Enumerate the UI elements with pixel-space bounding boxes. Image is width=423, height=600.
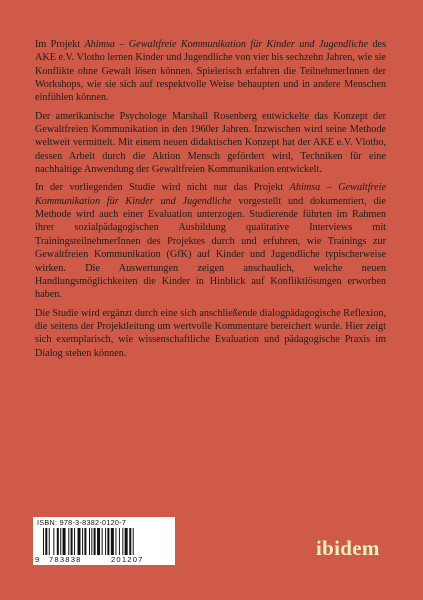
barcode-bar	[68, 528, 69, 555]
barcode-bar	[60, 528, 61, 555]
barcode-bar	[115, 528, 116, 555]
paragraph-project: Im Projekt Ahimsa – Gewaltfreie Kommunikation für Kinder und Jugendliche des AKE e.V. Vlotho lernen Kinder und Jugendliche von vier bis sechzehn Jahren, wie sie Konflikte ohne Gewalt lösen können. Spielerisch erfahren die TeilnehmerInnen der Workshops, wie sie sich auf respektvolle Weise behaupten und in andere Menschen einfühlen können.	[35, 39, 387, 104]
barcode-bar	[82, 528, 83, 555]
barcode-bar	[89, 528, 90, 555]
barcode-bar	[125, 528, 128, 555]
barcode-digit-first: 9	[35, 555, 41, 564]
barcode-bar	[119, 528, 120, 555]
barcode-bars	[41, 528, 169, 555]
barcode-bar	[97, 528, 100, 555]
barcode-bar	[45, 528, 47, 555]
paragraph-study: In der vorliegenden Studie wird nicht nur das Projekt Ahimsa – Gewaltfreie Kommunikation für Kinder und Jugendliche vorgestellt und dokumentiert, die Methode wird auch einer Evaluation unterzogen. Studierende führten im Rahmen ihrer sozialpädagogischen Ausbildung qualitative Interviews mit TrainingsteilnehmerInnen des Projektes durch und erfuhren, wie Trainings zur Gewaltfreien Kommunikation (GfK) auf Kinder und Jugendliche typischerweise wirken. Die Auswertungen zeigen anschaulich, welche neuen Handlungsmöglichkeiten die Kinder in Hinblick auf Konfliktlösungen erworben haben.	[35, 182, 387, 301]
barcode-bar	[78, 528, 81, 555]
barcode-bar	[57, 528, 59, 555]
barcode-bar	[49, 528, 50, 555]
barcode-bar	[74, 528, 75, 555]
barcode-bar	[53, 528, 54, 555]
paragraph-rosenberg: Der amerikanische Psychologe Marshall Rosenberg entwickelte das Konzept der Gewaltfreien Kommunikation in den 1960er Jahren. Inzwischen wird seine Methode weltweit vermittelt. Mit einem neuen didaktischen Konzept hat der AKE e.V. Vlotho, dessen Arbeit durch die Aktion Mensch gefördert wird, Techniken für eine nachhaltige Anwendung der Gewaltfreien Kommunikation entwickelt.	[35, 110, 386, 176]
publisher-logo: ibidem	[316, 536, 380, 560]
barcode-bar	[102, 528, 103, 555]
barcode-bar	[129, 528, 131, 555]
barcode-bar	[71, 528, 73, 555]
barcode-bar	[133, 528, 134, 555]
paragraph-reflection: Die Studie wird ergänzt durch eine sich anschließende dialogpädagogische Reflexion, die seitens der Projektleitung um wertvolle Kommentare bereichert wurde. Hier zeigt sich exemplarisch, wie wissenschaftliche Evaluation und pädagogische Praxis im Dialog stehen können.	[35, 307, 386, 359]
barcode-bar	[105, 528, 106, 555]
barcode-bar	[84, 528, 86, 555]
barcode-bar	[63, 528, 66, 555]
back-cover-text	[35, 38, 386, 365]
barcode-bar	[91, 528, 92, 555]
barcode-bar	[94, 528, 96, 555]
barcode-digits-right: 201207	[111, 555, 144, 564]
project-title: Ahimsa – Gewaltfreie Kommunikation für Kinder und Jugendliche	[84, 39, 369, 50]
barcode-digits-left: 783838	[49, 555, 82, 564]
project-title: Ahimsa – Gewaltfreie Kommunikation für Kinder und Jugendliche	[35, 182, 387, 207]
barcode-bar	[111, 528, 114, 555]
isbn-number: ISBN: 978-3-8382-0120-7	[37, 518, 127, 527]
barcode-bar	[122, 528, 123, 555]
barcode-bar	[43, 528, 44, 555]
isbn-barcode	[33, 517, 175, 565]
barcode-bar	[107, 528, 109, 555]
